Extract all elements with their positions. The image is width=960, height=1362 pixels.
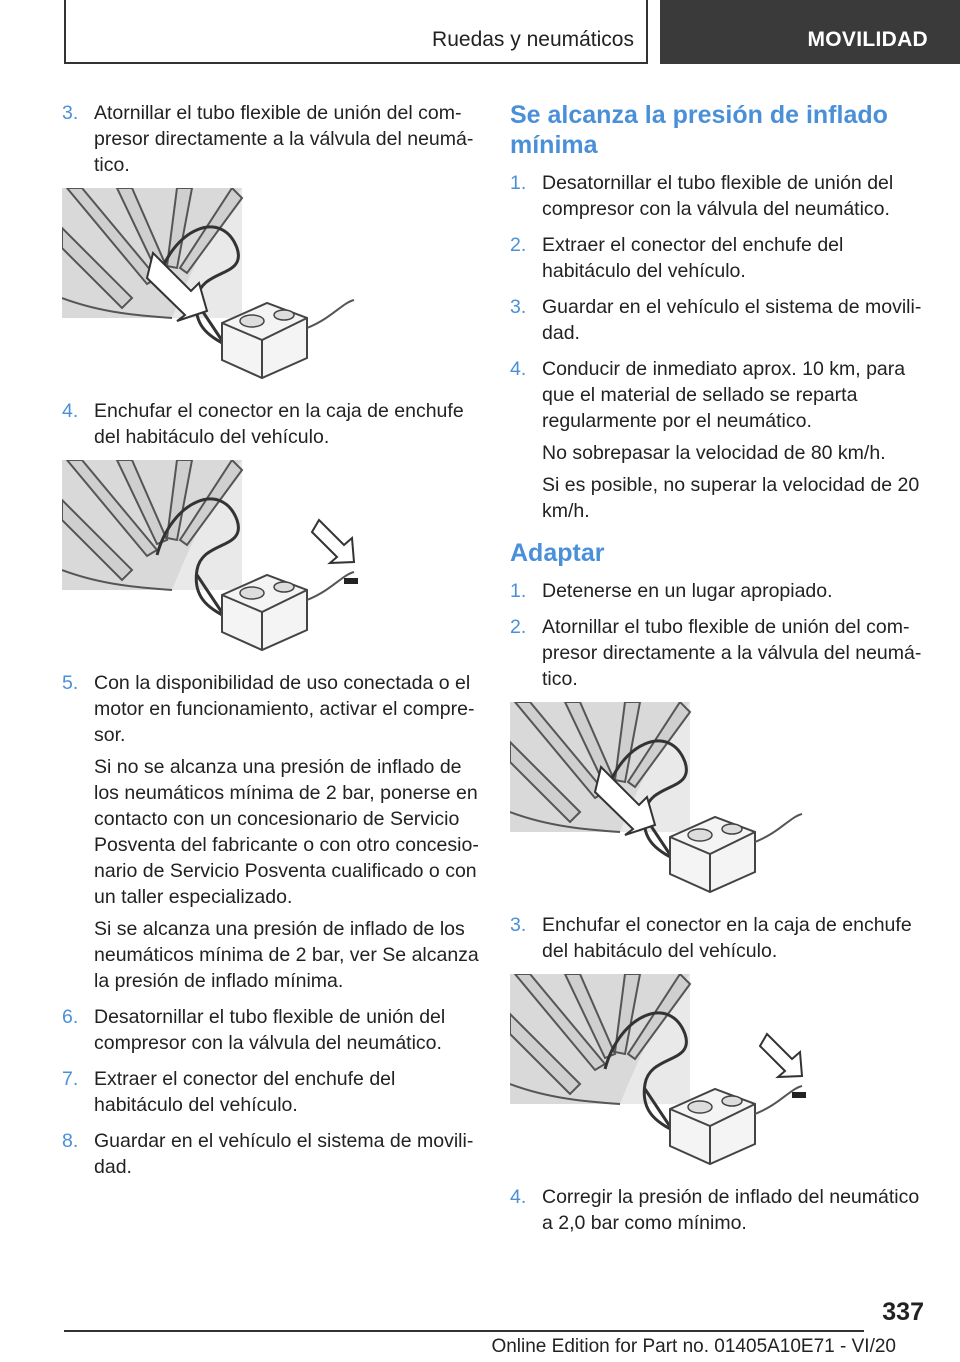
header-section-box	[64, 0, 648, 64]
step-number: 4.	[62, 400, 79, 422]
step-item	[510, 614, 930, 692]
plug-connector-illustration	[62, 460, 362, 656]
step-number: 3.	[62, 102, 79, 124]
arrow-icon	[312, 520, 354, 563]
right-column	[510, 100, 930, 1246]
step-item	[510, 578, 930, 604]
header-chapter-title: MOVILIDAD	[807, 28, 928, 51]
step-number: 3.	[510, 914, 527, 936]
step-text: Enchufar el conector en la caja de enchufe del habitáculo del vehículo.	[542, 914, 912, 962]
header-section-title: Ruedas y neumáticos	[432, 28, 634, 51]
step-item	[510, 1184, 930, 1236]
step-text: Conducir de inmediato aprox. 10 km, para que el material de sellado se reparta regularmente por el neumático.	[542, 358, 906, 432]
footer-divider	[64, 1330, 864, 1332]
plug-connector-illustration-2	[510, 974, 810, 1170]
step-number: 1.	[510, 580, 527, 602]
figure-hose-to-valve	[62, 188, 362, 384]
step-number: 3.	[510, 296, 527, 318]
step-text: Enchufar el conector en la caja de enchufe del habitáculo del vehículo.	[94, 400, 464, 448]
right-steps-c	[510, 912, 930, 964]
plug-icon	[344, 578, 358, 584]
step-text: Con la disponibilidad de uso conectada o el motor en funcionamiento, activar el compresor.	[94, 672, 475, 746]
step-text: Atornillar el tubo flexible de unión del compresor directamente a la válvula del neumático.	[94, 102, 474, 176]
step-text: Guardar en el vehículo el sistema de movilidad.	[94, 1130, 474, 1178]
step-number: 7.	[62, 1068, 79, 1090]
right-steps-d	[510, 1184, 930, 1236]
right-steps-a	[510, 170, 930, 524]
step-number: 8.	[62, 1130, 79, 1152]
step-item	[510, 232, 930, 284]
heading-min-pressure: Se alcanza la presión de inflado mínima	[510, 101, 888, 159]
left-column	[62, 100, 480, 1190]
step-text: Extraer el conector del enchufe del habitáculo del vehículo.	[94, 1068, 396, 1116]
left-steps-a	[62, 100, 480, 178]
step-text: Si se alcanza una presión de inflado de los neumáticos mínima de 2 bar, ver Se alcanza la presión de inflado mínima.	[94, 918, 479, 992]
step-item	[510, 294, 930, 346]
right-steps-b	[510, 578, 930, 692]
step-number: 2.	[510, 616, 527, 638]
step-number: 4.	[510, 358, 527, 380]
step-number: 1.	[510, 172, 527, 194]
step-text: Si es posible, no superar la velocidad de 20 km/h.	[542, 474, 920, 522]
step-item	[510, 356, 930, 524]
left-steps-b	[62, 398, 480, 450]
step-text: Si no se alcanza una presión de inflado de los neumáticos mínima de 2 bar, ponerse en contacto con un concesionario de Servicio Posventa del fabricante o con otro concesionario de Servicio Posventa cualificado o con un taller especializado.	[94, 756, 479, 908]
step-number: 2.	[510, 234, 527, 256]
header-chapter-box	[660, 0, 960, 64]
step-item	[62, 1128, 480, 1180]
hose-valve-illustration	[62, 188, 362, 384]
step-text: Desatornillar el tubo flexible de unión del compresor con la válvula del neumático.	[94, 1006, 446, 1054]
step-number: 5.	[62, 672, 79, 694]
heading-adaptar: Adaptar	[510, 539, 605, 567]
step-number: 6.	[62, 1006, 79, 1028]
step-item	[510, 912, 930, 964]
figure-hose-to-valve-2	[510, 702, 810, 898]
arrow-icon	[760, 1034, 802, 1077]
step-item	[62, 670, 480, 994]
hose-valve-illustration-2	[510, 702, 810, 898]
page-number: 337	[882, 1298, 924, 1326]
step-text: Guardar en el vehículo el sistema de movilidad.	[542, 296, 922, 344]
step-item	[62, 100, 480, 178]
step-item	[510, 170, 930, 222]
step-item	[62, 1004, 480, 1056]
figure-plug-connector	[62, 460, 362, 656]
figure-plug-connector-2	[510, 974, 810, 1170]
left-steps-c	[62, 670, 480, 1180]
plug-icon	[792, 1092, 806, 1098]
footer-edition: Online Edition for Part no. 01405A10E71 - VI/20	[491, 1336, 896, 1357]
step-item	[62, 398, 480, 450]
step-text: Desatornillar el tubo flexible de unión del compresor con la válvula del neumático.	[542, 172, 894, 220]
step-text: Atornillar el tubo flexible de unión del compresor directamente a la válvula del neumático.	[542, 616, 922, 690]
step-item	[62, 1066, 480, 1118]
step-text: Extraer el conector del enchufe del habitáculo del vehículo.	[542, 234, 844, 282]
step-text: Detenerse en un lugar apropiado.	[542, 580, 833, 602]
step-text: Corregir la presión de inflado del neumático a 2,0 bar como mínimo.	[542, 1186, 920, 1234]
step-number: 4.	[510, 1186, 527, 1208]
step-text: No sobrepasar la velocidad de 80 km/h.	[542, 442, 886, 464]
